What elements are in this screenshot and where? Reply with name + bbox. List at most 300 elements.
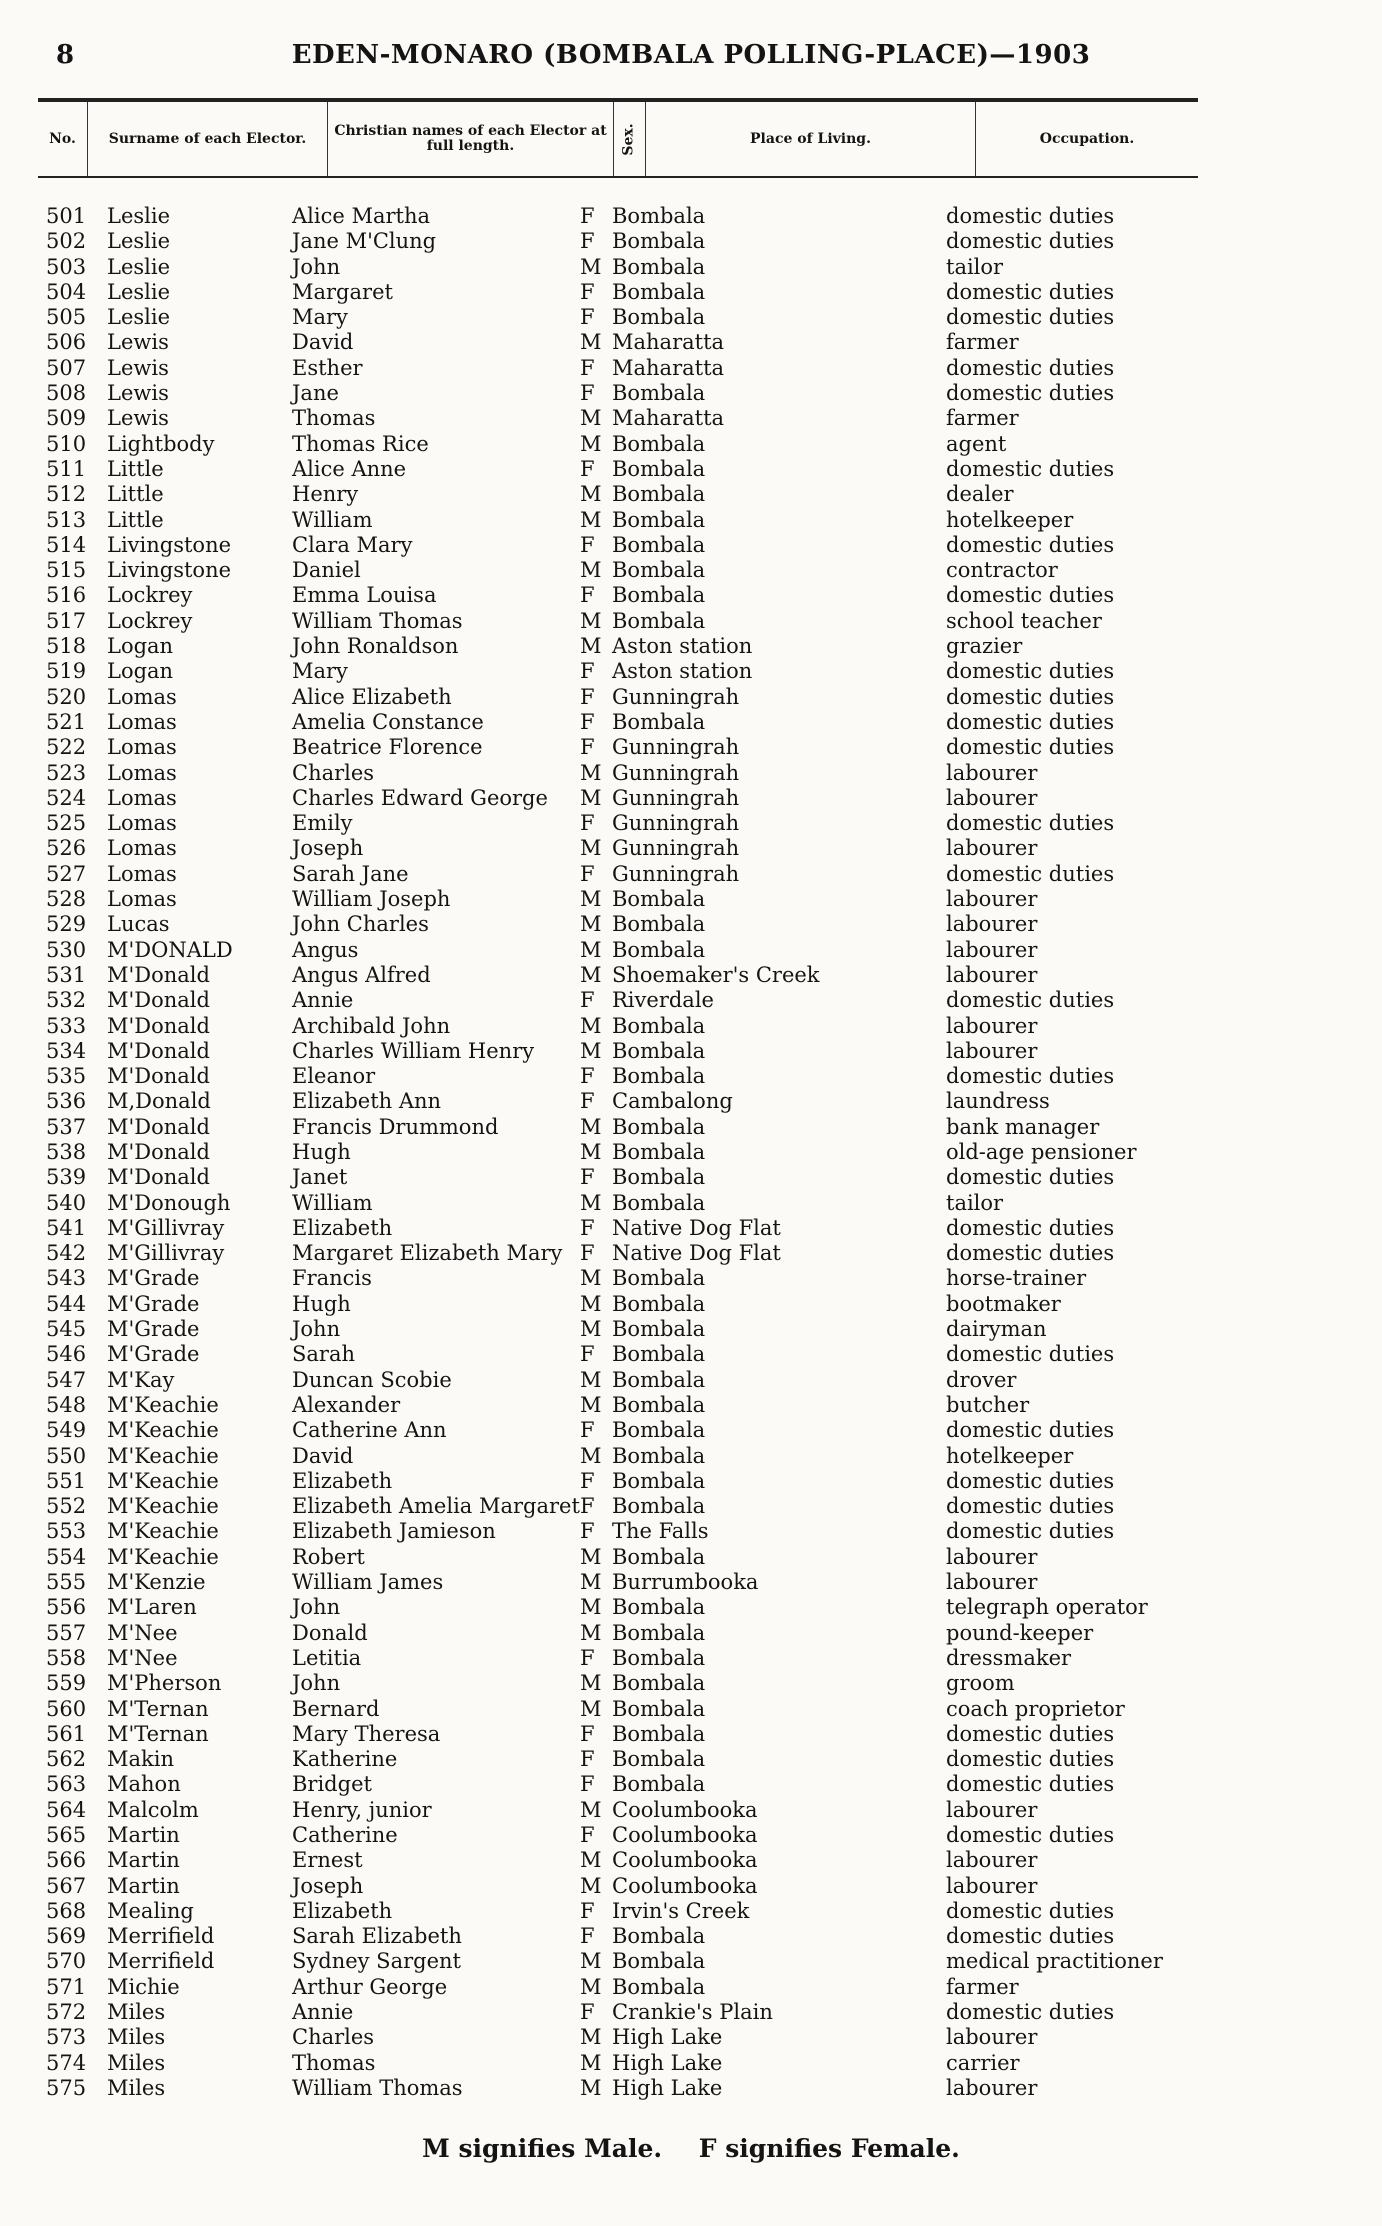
elector-christian-names: Elizabeth [292, 1215, 393, 1240]
elector-christian-names: Emily [292, 811, 353, 836]
table-row [0, 1722, 1382, 1747]
elector-place: Bombala [612, 1139, 706, 1164]
elector-christian-names: Charles [292, 2025, 375, 2050]
table-row [0, 912, 1382, 937]
elector-sex: F [580, 1924, 595, 1949]
elector-number: 565 [46, 1823, 87, 1847]
elector-sex: M [580, 507, 602, 532]
table-row [0, 1975, 1382, 2000]
elector-christian-names: Francis Drummond [292, 1114, 499, 1139]
table-row [0, 1089, 1382, 1114]
elector-place: Bombala [612, 431, 706, 456]
elector-surname: Lewis [107, 381, 169, 406]
elector-occupation: hotelkeeper [946, 507, 1074, 532]
elector-sex: F [580, 381, 595, 406]
table-header [38, 98, 1198, 178]
elector-occupation: domestic duties [946, 1064, 1115, 1089]
elector-occupation: labourer [946, 836, 1038, 861]
elector-christian-names: Charles Edward George [292, 785, 548, 810]
elector-surname: Livingstone [107, 558, 232, 583]
elector-place: Bombala [612, 1772, 706, 1797]
elector-sex: M [580, 1570, 602, 1595]
elector-sex: M [580, 836, 602, 861]
table-row [0, 634, 1382, 659]
elector-surname: Lomas [107, 811, 177, 836]
elector-sex: F [580, 684, 595, 709]
elector-sex: M [580, 1190, 602, 1215]
elector-place: Bombala [612, 709, 706, 734]
elector-place: Aston station [612, 659, 753, 684]
elector-christian-names: Elizabeth Ann [292, 1089, 442, 1114]
elector-place: Bombala [612, 532, 706, 557]
elector-sex: F [580, 1418, 595, 1443]
elector-sex: F [580, 456, 595, 481]
table-row [0, 558, 1382, 583]
elector-surname: Miles [107, 2025, 166, 2050]
table-row [0, 1317, 1382, 1342]
table-row [0, 482, 1382, 507]
elector-number: 526 [46, 836, 87, 861]
elector-sex: F [580, 532, 595, 557]
elector-christian-names: Mary [292, 659, 348, 684]
elector-number: 533 [46, 1013, 87, 1038]
elector-surname: M'Donough [107, 1190, 231, 1215]
elector-sex: M [580, 1367, 602, 1392]
elector-christian-names: John [292, 1671, 341, 1696]
column-header-sex-label: Sex. [621, 122, 637, 156]
table-row [0, 836, 1382, 861]
elector-place: The Falls [612, 1519, 709, 1544]
elector-surname: M'Ternan [107, 1696, 209, 1721]
elector-christian-names: Henry [292, 482, 359, 507]
elector-occupation: domestic duties [946, 1215, 1115, 1240]
elector-christian-names: Bridget [292, 1772, 372, 1797]
elector-place: Bombala [612, 1038, 706, 1063]
elector-sex: F [580, 1772, 595, 1797]
page-number: 8 [56, 40, 75, 70]
table-row [0, 381, 1382, 406]
elector-number: 559 [46, 1671, 87, 1696]
elector-number: 551 [46, 1468, 87, 1493]
elector-surname: M'DONALD [107, 937, 233, 962]
elector-christian-names: Alice Elizabeth [292, 684, 452, 709]
elector-place: Bombala [612, 608, 706, 633]
elector-surname: Merrifield [107, 1949, 215, 1974]
elector-sex: F [580, 988, 595, 1013]
elector-christian-names: William [292, 1190, 373, 1215]
elector-surname: Leslie [107, 204, 171, 228]
elector-occupation: dealer [946, 482, 1014, 507]
elector-place: Bombala [612, 1392, 706, 1417]
elector-sex: F [580, 659, 595, 684]
elector-occupation: drover [946, 1367, 1017, 1392]
elector-sex: M [580, 482, 602, 507]
page-heading: EDEN-MONARO (BOMBALA POLLING-PLACE)—1903 [291, 40, 1091, 70]
elector-christian-names: Emma Louisa [292, 583, 437, 608]
elector-sex: F [580, 1215, 595, 1240]
elector-sex: F [580, 1747, 595, 1772]
elector-christian-names: Elizabeth Amelia Margaret [292, 1494, 580, 1519]
elector-sex: M [580, 1696, 602, 1721]
elector-sex: M [580, 634, 602, 659]
elector-sex: M [580, 785, 602, 810]
elector-place: Gunningrah [612, 836, 740, 861]
elector-occupation: grazier [946, 634, 1023, 659]
table-row [0, 533, 1382, 558]
elector-surname: M,Donald [107, 1089, 211, 1114]
elector-number: 520 [46, 684, 87, 709]
elector-place: Bombala [612, 254, 706, 279]
elector-surname: Miles [107, 2050, 166, 2075]
elector-number: 555 [46, 1570, 87, 1595]
elector-surname: Lightbody [107, 431, 215, 456]
elector-christian-names: Annie [292, 2000, 354, 2025]
elector-number: 558 [46, 1645, 87, 1670]
elector-number: 515 [46, 558, 87, 583]
elector-number: 522 [46, 735, 87, 760]
elector-surname: Livingstone [107, 532, 232, 557]
elector-place: Bombala [612, 204, 706, 228]
elector-occupation: tailor [946, 1190, 1004, 1215]
elector-sex: M [580, 2050, 602, 2075]
table-row [0, 1595, 1382, 1620]
elector-occupation: labourer [946, 760, 1038, 785]
table-row [0, 1798, 1382, 1823]
elector-sex: F [580, 204, 595, 228]
elector-place: Bombala [612, 1620, 706, 1645]
table-row [0, 1014, 1382, 1039]
elector-surname: M'Donald [107, 1165, 210, 1190]
elector-number: 560 [46, 1696, 87, 1721]
elector-sex: M [580, 558, 602, 583]
elector-number: 547 [46, 1367, 87, 1392]
elector-place: Bombala [612, 1418, 706, 1443]
elector-surname: Martin [107, 1873, 180, 1898]
elector-place: Bombala [612, 229, 706, 254]
elector-christian-names: David [292, 1443, 354, 1468]
elector-occupation: domestic duties [946, 229, 1115, 254]
elector-occupation: school teacher [946, 608, 1102, 633]
elector-surname: Lockrey [107, 583, 193, 608]
elector-surname: Leslie [107, 305, 171, 330]
elector-place: Gunningrah [612, 735, 740, 760]
elector-place: Gunningrah [612, 684, 740, 709]
elector-surname: Miles [107, 2075, 166, 2100]
elector-christian-names: Mary [292, 305, 348, 330]
elector-number: 554 [46, 1544, 87, 1569]
elector-number: 566 [46, 1848, 87, 1873]
elector-sex: F [580, 1645, 595, 1670]
elector-occupation: domestic duties [946, 1721, 1115, 1746]
elector-number: 503 [46, 254, 87, 279]
elector-christian-names: Daniel [292, 558, 361, 583]
elector-place: Bombala [612, 937, 706, 962]
elector-occupation: groom [946, 1671, 1015, 1696]
elector-occupation: domestic duties [946, 1898, 1115, 1923]
elector-occupation: labourer [946, 1797, 1038, 1822]
elector-place: High Lake [612, 2025, 723, 2050]
elector-surname: Little [107, 456, 164, 481]
elector-number: 556 [46, 1595, 87, 1620]
elector-surname: M'Donald [107, 1114, 210, 1139]
elector-number: 502 [46, 229, 87, 254]
elector-place: Coolumbooka [612, 1797, 758, 1822]
table-row [0, 862, 1382, 887]
elector-christian-names: Sarah [292, 1342, 355, 1367]
elector-occupation: dressmaker [946, 1645, 1072, 1670]
elector-place: Bombala [612, 1645, 706, 1670]
elector-christian-names: Charles William Henry [292, 1038, 535, 1063]
table-row [0, 2051, 1382, 2076]
elector-sex: F [580, 1823, 595, 1847]
elector-sex: M [580, 1291, 602, 1316]
table-row [0, 305, 1382, 330]
elector-occupation: farmer [946, 1974, 1019, 1999]
elector-occupation: bank manager [946, 1114, 1100, 1139]
table-row [0, 1140, 1382, 1165]
elector-place: Bombala [612, 1696, 706, 1721]
elector-surname: M'Ternan [107, 1721, 209, 1746]
elector-sex: F [580, 305, 595, 330]
elector-place: Bombala [612, 1266, 706, 1291]
elector-christian-names: William James [292, 1570, 444, 1595]
elector-number: 544 [46, 1291, 87, 1316]
elector-surname: Merrifield [107, 1924, 215, 1949]
elector-occupation: domestic duties [946, 1468, 1115, 1493]
elector-number: 573 [46, 2025, 87, 2050]
elector-place: Bombala [612, 1443, 706, 1468]
elector-surname: Lucas [107, 912, 170, 937]
elector-number: 519 [46, 659, 87, 684]
table-row [0, 204, 1382, 229]
elector-christian-names: Sydney Sargent [292, 1949, 461, 1974]
elector-sex: M [580, 1443, 602, 1468]
elector-sex: M [580, 1848, 602, 1873]
elector-sex: M [580, 1595, 602, 1620]
table-row [0, 2076, 1382, 2101]
elector-number: 510 [46, 431, 87, 456]
elector-number: 541 [46, 1215, 87, 1240]
elector-number: 557 [46, 1620, 87, 1645]
elector-sex: M [580, 887, 602, 912]
elector-sex: M [580, 1392, 602, 1417]
elector-christian-names: Duncan Scobie [292, 1367, 452, 1392]
elector-place: Maharatta [612, 355, 725, 380]
elector-place: Maharatta [612, 330, 725, 355]
elector-surname: M'Kenzie [107, 1570, 206, 1595]
elector-occupation: domestic duties [946, 279, 1115, 304]
elector-number: 549 [46, 1418, 87, 1443]
elector-sex: M [580, 962, 602, 987]
elector-christian-names: William Thomas [292, 2075, 463, 2100]
elector-christian-names: Elizabeth Jamieson [292, 1519, 496, 1544]
legend-female: F signifies Female. [698, 2134, 960, 2163]
elector-christian-names: Jane [292, 381, 339, 406]
elector-place: Bombala [612, 1494, 706, 1519]
elector-christian-names: Sarah Jane [292, 861, 409, 886]
elector-occupation: labourer [946, 1038, 1038, 1063]
elector-place: Bombala [612, 1671, 706, 1696]
elector-surname: M'Grade [107, 1266, 200, 1291]
elector-surname: Mahon [107, 1772, 181, 1797]
table-row [0, 685, 1382, 710]
elector-surname: Leslie [107, 229, 171, 254]
table-row [0, 1039, 1382, 1064]
table-row [0, 786, 1382, 811]
elector-place: Shoemaker's Creek [612, 962, 820, 987]
elector-sex: M [580, 1139, 602, 1164]
elector-surname: Lewis [107, 330, 169, 355]
elector-occupation: labourer [946, 2025, 1038, 2050]
elector-sex: M [580, 1038, 602, 1063]
elector-christian-names: Thomas Rice [292, 431, 429, 456]
elector-number: 518 [46, 634, 87, 659]
elector-christian-names: Clara Mary [292, 532, 413, 557]
elector-christian-names: Alice Anne [292, 456, 407, 481]
elector-place: Bombala [612, 381, 706, 406]
table-row [0, 1216, 1382, 1241]
elector-number: 508 [46, 381, 87, 406]
table-row [0, 1165, 1382, 1190]
elector-number: 531 [46, 962, 87, 987]
elector-occupation: labourer [946, 1848, 1038, 1873]
table-row [0, 1444, 1382, 1469]
elector-surname: M'Donald [107, 1139, 210, 1164]
elector-christian-names: Amelia Constance [292, 709, 484, 734]
elector-number: 562 [46, 1747, 87, 1772]
elector-surname: Lomas [107, 785, 177, 810]
table-row [0, 406, 1382, 431]
elector-sex: M [580, 330, 602, 355]
elector-place: Burrumbooka [612, 1570, 759, 1595]
table-row [0, 457, 1382, 482]
elector-place: Bombala [612, 1291, 706, 1316]
table-row [0, 1519, 1382, 1544]
elector-occupation: coach proprietor [946, 1696, 1125, 1721]
elector-christian-names: Bernard [292, 1696, 380, 1721]
elector-occupation: domestic duties [946, 2000, 1115, 2025]
elector-sex: M [580, 2075, 602, 2100]
elector-christian-names: Joseph [292, 836, 364, 861]
elector-place: Bombala [612, 1974, 706, 1999]
elector-number: 521 [46, 709, 87, 734]
elector-christian-names: Beatrice Florence [292, 735, 483, 760]
elector-place: Bombala [612, 482, 706, 507]
elector-sex: M [580, 1114, 602, 1139]
elector-christian-names: Angus Alfred [292, 962, 431, 987]
elector-sex: M [580, 1873, 602, 1898]
table-row [0, 1191, 1382, 1216]
elector-number: 504 [46, 279, 87, 304]
elector-occupation: domestic duties [946, 1342, 1115, 1367]
elector-number: 523 [46, 760, 87, 785]
elector-surname: M'Gillivray [107, 1215, 225, 1240]
column-header-occupation: Occupation. [1039, 130, 1135, 147]
elector-christian-names: Catherine [292, 1823, 398, 1847]
elector-place: Gunningrah [612, 861, 740, 886]
elector-sex: F [580, 229, 595, 254]
elector-number: 540 [46, 1190, 87, 1215]
elector-occupation: domestic duties [946, 1519, 1115, 1544]
elector-place: Bombala [612, 1114, 706, 1139]
elector-sex: F [580, 1165, 595, 1190]
table-row [0, 938, 1382, 963]
elector-place: Bombala [612, 279, 706, 304]
elector-occupation: bootmaker [946, 1291, 1061, 1316]
elector-occupation: domestic duties [946, 1772, 1115, 1797]
elector-christian-names: Letitia [292, 1645, 362, 1670]
table-row [0, 2000, 1382, 2025]
elector-place: High Lake [612, 2050, 723, 2075]
table-row [0, 1772, 1382, 1797]
table-row [0, 710, 1382, 735]
elector-number: 564 [46, 1797, 87, 1822]
elector-surname: Lockrey [107, 608, 193, 633]
elector-surname: M'Donald [107, 962, 210, 987]
elector-surname: M'Keachie [107, 1468, 219, 1493]
elector-surname: Logan [107, 659, 174, 684]
elector-sex: F [580, 2000, 595, 2025]
elector-christian-names: Alexander [292, 1392, 401, 1417]
elector-christian-names: Elizabeth [292, 1898, 393, 1923]
elector-sex: M [580, 1974, 602, 1999]
elector-occupation: domestic duties [946, 381, 1115, 406]
elector-christian-names: Francis [292, 1266, 372, 1291]
elector-occupation: labourer [946, 2075, 1038, 2100]
elector-occupation: domestic duties [946, 1418, 1115, 1443]
elector-surname: Malcolm [107, 1797, 199, 1822]
elector-number: 525 [46, 811, 87, 836]
elector-occupation: labourer [946, 1544, 1038, 1569]
elector-number: 546 [46, 1342, 87, 1367]
elector-number: 552 [46, 1494, 87, 1519]
elector-surname: Little [107, 507, 164, 532]
table-row [0, 1494, 1382, 1519]
elector-christian-names: John Charles [292, 912, 429, 937]
elector-sex: M [580, 254, 602, 279]
elector-christian-names: Margaret [292, 279, 393, 304]
table-row [0, 1368, 1382, 1393]
elector-number: 536 [46, 1089, 87, 1114]
elector-occupation: domestic duties [946, 1924, 1115, 1949]
column-header-surname: Surname of each Elector. [88, 102, 328, 176]
elector-occupation: domestic duties [946, 659, 1115, 684]
elector-number: 511 [46, 456, 87, 481]
table-row [0, 1697, 1382, 1722]
elector-christian-names: Archibald John [292, 1013, 451, 1038]
elector-place: Bombala [612, 1949, 706, 1974]
elector-number: 505 [46, 305, 87, 330]
elector-number: 563 [46, 1772, 87, 1797]
elector-sex: F [580, 1468, 595, 1493]
elector-place: Gunningrah [612, 785, 740, 810]
elector-sex: M [580, 1797, 602, 1822]
elector-surname: M'Donald [107, 1013, 210, 1038]
elector-occupation: domestic duties [946, 1241, 1115, 1266]
elector-occupation: butcher [946, 1392, 1030, 1417]
elector-sex: M [580, 937, 602, 962]
elector-number: 509 [46, 406, 87, 431]
elector-place: Bombala [612, 1747, 706, 1772]
table-row [0, 1949, 1382, 1974]
elector-christian-names: Eleanor [292, 1064, 376, 1089]
table-row [0, 583, 1382, 608]
elector-surname: M'Keachie [107, 1519, 219, 1544]
elector-christian-names: William Joseph [292, 887, 451, 912]
elector-surname: Lewis [107, 355, 169, 380]
elector-surname: Lomas [107, 887, 177, 912]
elector-christian-names: Arthur George [292, 1974, 448, 1999]
